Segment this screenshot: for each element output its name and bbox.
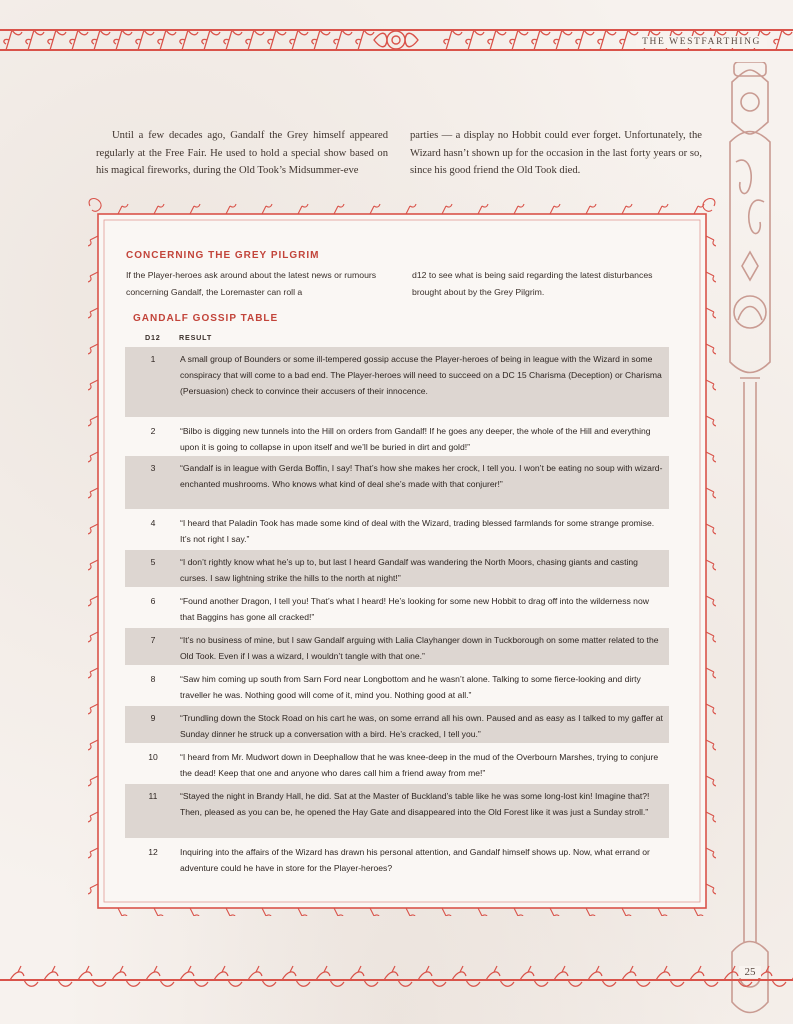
row-number: 4: [150, 518, 156, 528]
table-row: [125, 745, 669, 782]
row-result: “I heard from Mr. Mudwort down in Deephallow that he was knee-deep in the mud of the Overbourn Marshes, trying to conjure the dead! Keep that one and anyone who dares call him a friend away from me!”: [180, 752, 659, 778]
row-result: A small group of Bounders or some ill-tempered gossip accuse the Player-heroes of being in league with the Wizard in some conspiracy that will come to a bad end. The Player-heroes will need to succeed on a DC 15 Charisma (Deception) or Charisma (Persuasion) check to convince their accusers of their innocence.: [180, 354, 662, 396]
row-result: “Stayed the night in Brandy Hall, he did. Sat at the Master of Buckland’s table like he was some long-lost kin! Imagine that?! Then, pleased as you can be, he opened the Hay Gate and disappeared into the Old Forest like it was just a Sunday stroll.”: [180, 791, 650, 817]
row-number: 8: [150, 674, 156, 684]
table-row: [125, 628, 669, 665]
row-number: 12: [148, 847, 158, 857]
table-row: [125, 706, 669, 743]
table-title: GANDALF GOSSIP TABLE: [133, 313, 279, 324]
section-text-right: d12 to see what is being said regarding the latest disturbances brought about by the Grey Pilgrim.: [412, 270, 653, 297]
column-header-result: RESULT: [179, 333, 213, 342]
row-number: 10: [148, 752, 158, 762]
chapter-label: THE WESTFARTHING: [636, 36, 767, 48]
table-row: [125, 511, 669, 548]
row-result: “It’s no business of mine, but I saw Gandalf arguing with Lalia Clayhanger down in Tuckborough on some matter related to the Old Took. Even if I was a wizard, I wouldn’t tangle with that one.”: [180, 635, 659, 661]
row-result: “Saw him coming up south from Sarn Ford near Longbottom and he wasn’t alone. Talking to some fierce-looking and dirty traveller he was. Nothing good will come of it, mind you. Nothing good at all.”: [180, 674, 641, 700]
table-row: [125, 550, 669, 587]
row-number: 2: [150, 426, 156, 436]
section-heading: CONCERNING THE GREY PILGRIM: [126, 250, 320, 261]
section-text-left: If the Player-heroes ask around about the latest news or rumours concerning Gandalf, the Loremaster can roll a: [126, 270, 377, 297]
row-number: 3: [150, 463, 156, 473]
table-row: [125, 840, 669, 877]
bottom-ornament-border: [0, 958, 793, 998]
row-number: 6: [150, 596, 156, 606]
row-result: “I don’t rightly know what he’s up to, but last I heard Gandalf was wandering the North Moors, chasing giants and casting curses. I saw lightning strike the hills to the north at night!”: [180, 557, 638, 583]
intro-paragraph-left: Until a few decades ago, Gandalf the Grey himself appeared regularly at the Free Fair. He used to hold a special show based on his magical fireworks, during the Old Took’s Midsummer-eve: [96, 130, 388, 176]
row-number: 7: [150, 635, 156, 645]
table-row: [125, 347, 669, 417]
pillar-ornament: [724, 62, 776, 1020]
row-result: “Bilbo is digging new tunnels into the Hill on orders from Gandalf! If he goes any deeper, the whole of the Hill and everything upon it is going to collapse in upon itself and we’ll be buried in dirt and gold!”: [180, 426, 651, 452]
table-row: [125, 784, 669, 838]
table-row: [125, 419, 669, 454]
intro-paragraph-right: parties — a display no Hobbit could ever forget. Unfortunately, the Wizard hasn’t shown up for the occasion in the last forty years or so, since his good friend the Old Took died.: [410, 130, 702, 176]
table-header: [145, 333, 670, 347]
row-number: 1: [150, 354, 156, 364]
row-result: Inquiring into the affairs of the Wizard has drawn his personal attention, and Gandalf himself shows up. Now, what errand or adventure could he have in store for the Player-heroes?: [180, 847, 650, 873]
table-row: [125, 589, 669, 626]
row-result: “I heard that Paladin Took has made some kind of deal with the Wizard, trading blessed farmlands for some strange promise. It’s not right I say.”: [180, 518, 655, 544]
table-row: [125, 456, 669, 509]
row-number: 5: [150, 557, 156, 567]
table-row: [125, 667, 669, 704]
page-number: 25: [739, 966, 761, 978]
row-result: “Trundling down the Stock Road on his cart he was, on some errand all his own. Paused and as easy as I talked to my gaffer at Sunday dinner he struck up a conversation with a bird. He’s cracked, I tell you.”: [180, 713, 663, 739]
row-result: “Gandalf is in league with Gerda Boffin, I say! That’s how she makes her crock, I tell you. I won’t be eating no soup with wizard-enchanted mushrooms. Who knows what kind of deal she’s made with that conjurer!”: [180, 463, 663, 489]
column-header-d12: D12: [145, 333, 161, 342]
row-result: “Found another Dragon, I tell you! That’s what I heard! He’s looking for some new Hobbit to drag off into the wilderness now that Baggins has gone all cracked!”: [180, 596, 649, 622]
row-number: 9: [150, 713, 156, 723]
row-number: 11: [148, 791, 158, 801]
